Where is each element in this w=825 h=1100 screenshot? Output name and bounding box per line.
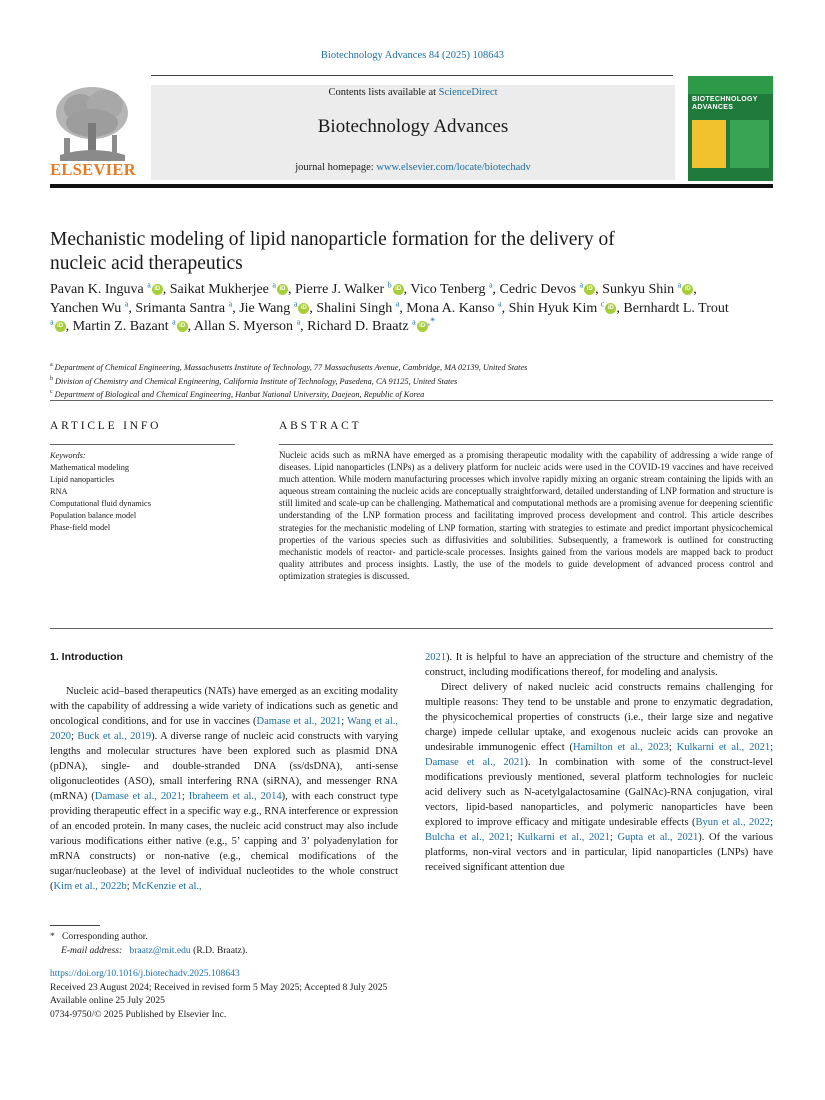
homepage-prefix: journal homepage: — [295, 162, 377, 173]
corresponding-author-mark[interactable]: ,* — [427, 316, 436, 328]
article-info-heading: ARTICLE INFO — [50, 420, 162, 432]
abstract-rule — [279, 444, 773, 445]
contents-prefix: Contents lists available at — [328, 87, 439, 98]
author-name[interactable]: Pavan K. Inguva — [50, 282, 144, 297]
email-label: E-mail address: — [61, 945, 123, 956]
author-affiliation-mark[interactable]: a — [293, 298, 298, 308]
author[interactable] — [50, 282, 163, 297]
author[interactable] — [194, 319, 300, 334]
author[interactable] — [73, 319, 188, 334]
cover-title: BIOTECHNOLOGY ADVANCES — [692, 96, 758, 111]
citation-link[interactable]: Kulkarni et al., 2021 — [517, 832, 610, 843]
keyword: Mathematical modeling — [50, 463, 130, 472]
issn-copyright: 0734-9750/© 2025 Published by Elsevier Inc. — [50, 1008, 227, 1020]
author[interactable] — [307, 316, 436, 334]
orcid-icon[interactable]: iD — [584, 284, 595, 295]
author-name[interactable]: Yanchen Wu — [50, 300, 122, 316]
abstract-text: Nucleic acids such as mRNA have emerged as a promising therapeutic modality with the capability of addressing a wide range of diseases. Lipid nanoparticles (LNPs) as a delivery platform for nucleic acids were used in the COVID-19 vaccines and have received much attention. While modern manufacturing processes which involve rapidly mixing an organic stream containing the lipids with an aqueous stream containing the nucleic acids are conceptually straightforward, detailed understanding of LNP formation and structure is still limited and scale-up can be challenging. Mathematical and computational methods are a promising avenue for deepening scientific understanding of the LNP formation process and facilitating improved process development and control. This article describes strategies for the mechanistic modeling of LNP formation, starting with strategies to estimate and predict important physicochemical properties of the various species such as diffusivities and solubilities. Subsequently, a framework is outlined for constructing mechanistic models of reactor- and particle-scale processes. Insights gained from the various models are mapped back to product quality attributes and process insights. Lastly, the use of the models to guide development of advanced process control and optimization strategies is discussed. — [279, 450, 773, 581]
author[interactable] — [508, 298, 617, 316]
affiliations — [50, 360, 770, 401]
author-affiliation-mark[interactable]: a — [124, 298, 129, 308]
journal-homepage-link[interactable]: www.elsevier.com/locate/biotechadv — [376, 162, 531, 173]
citation-link[interactable]: Byun et al., 2022 — [695, 817, 771, 828]
author-name[interactable]: Richard D. Braatz — [307, 319, 409, 334]
author[interactable] — [410, 282, 492, 297]
author-affiliation-mark[interactable]: a — [677, 280, 682, 290]
contents-available-line — [151, 87, 675, 98]
header-bottom-rule — [50, 184, 773, 188]
orcid-icon[interactable]: iD — [393, 284, 404, 295]
elsevier-wordmark: ELSEVIER — [50, 160, 136, 179]
author-affiliation-mark[interactable]: a — [50, 317, 54, 327]
orcid-icon[interactable]: iD — [277, 284, 288, 295]
citation-link[interactable]: Damase et al., 2021 — [425, 757, 525, 768]
citation-link[interactable]: Kulkarni et al., 2021 — [676, 742, 771, 753]
author-name[interactable]: Vico Tenberg — [410, 282, 486, 297]
author[interactable] — [50, 298, 129, 316]
citation-link[interactable]: McKenzie et al., — [132, 881, 202, 892]
author-affiliation-mark[interactable]: a — [498, 298, 502, 308]
keyword: RNA — [50, 487, 68, 496]
intro-paragraph-1-continued: 2021). It is helpful to have an appreciation of the structure and chemistry of the construct, including modifications thereof, for modeling and analysis. — [425, 652, 773, 678]
author[interactable] — [295, 282, 404, 297]
author-affiliation-mark[interactable]: a — [412, 317, 416, 327]
author[interactable] — [602, 282, 693, 297]
author[interactable] — [135, 298, 233, 316]
author-name[interactable]: Allan S. Myerson — [193, 319, 294, 334]
header-top-rule — [151, 75, 673, 76]
intro-paragraph-2: Direct delivery of naked nucleic acid constructs remains challenging for multiple reasons: They tend to be unstable and prone to enzymatic degradation, the physicochemical properties of constructs (i.e., their large size and negative charge) impede cellular uptake, and exogenous nucleic acids can provoke an undesirable immunogenic effect (Hamilton et al., 2023; Kulkarni et al., 2021; Damase et al., 2021). In combination with some of the construct-level modifications previously mentioned, several platform technologies for nucleic acid delivery such as N-acetylgalactosamine (GalNAc)-RNA conjugation, viral vectors, lipid-based nanoparticles, and polymeric nanoparticles have been explored to improve efficacy and mitigate undesirable effects (Byun et al., 2022; Bulcha et al., 2021; Kulkarni et al., 2021; Gupta et al., 2021). Of the various platforms, non-viral vectors and in particular, lipid nanoparticles (LNPs) have received significant attention due — [425, 682, 774, 873]
author[interactable] — [170, 282, 288, 297]
keyword: Phase-field model — [50, 523, 111, 532]
author-affiliation-mark[interactable]: a — [147, 280, 151, 290]
keyword: Lipid nanoparticles — [50, 475, 115, 484]
affiliation: $^a$ Department of Chemical Engineering, Massachusetts Institute of Technology, 77 Massachusetts Avenue, Cambridge, MA 02139, United States — [50, 362, 528, 372]
email-line — [50, 944, 550, 958]
author-affiliation-mark[interactable]: a — [296, 317, 301, 327]
citation-link[interactable]: Damase et al., 2021 — [256, 716, 342, 727]
author[interactable] — [239, 298, 309, 316]
orcid-icon[interactable]: iD — [605, 303, 616, 314]
author[interactable] — [406, 298, 502, 316]
section-title-introduction: 1. Introduction — [50, 651, 123, 663]
author-name[interactable]: Bernhardt L. Trout — [623, 300, 729, 316]
journal-homepage-line — [151, 162, 675, 173]
citation-link[interactable]: Hamilton et al., 2023 — [573, 742, 669, 753]
sciencedirect-link[interactable]: ScienceDirect — [438, 87, 498, 98]
author[interactable] — [316, 298, 400, 316]
cover-graphic — [692, 120, 726, 168]
author-name[interactable]: Jie Wang — [239, 300, 291, 316]
body-column-right — [425, 650, 773, 875]
author-name[interactable]: Mona A. Kanso — [406, 300, 495, 316]
author-name[interactable]: Saikat Mukherjee — [169, 282, 269, 297]
author-name[interactable]: Shin Hyuk Kim — [508, 300, 598, 316]
journal-citation[interactable]: Biotechnology Advances 84 (2025) 108643 — [320, 50, 505, 61]
orcid-icon[interactable]: iD — [152, 284, 163, 295]
author-affiliation-mark[interactable]: a — [272, 280, 276, 290]
author-affiliation-mark[interactable]: b — [387, 280, 392, 290]
corresponding-author-note — [50, 930, 550, 944]
cover-graphic-secondary — [730, 120, 769, 168]
cover-band — [688, 76, 773, 94]
author-affiliation-mark[interactable]: c — [600, 298, 605, 308]
keyword: Computational fluid dynamics — [50, 499, 151, 508]
citation-link[interactable]: Damase et al., 2021 — [94, 791, 182, 802]
journal-cover-thumbnail[interactable] — [688, 76, 773, 181]
orcid-icon[interactable]: iD — [298, 303, 309, 314]
footnote-rule — [50, 925, 100, 926]
affiliation-rule — [50, 400, 773, 401]
author-name[interactable]: Pierre J. Walker — [294, 282, 385, 297]
citation-link[interactable]: Gupta et al., 2021 — [617, 832, 699, 843]
received-dates: Received 23 August 2024; Received in revised form 5 May 2025; Accepted 8 July 2025 — [50, 981, 388, 993]
author-name[interactable]: Martin Z. Bazant — [72, 319, 169, 334]
citation-link[interactable]: 2021 — [425, 652, 446, 663]
author-affiliation-mark[interactable]: a — [579, 280, 584, 290]
abstract-bottom-rule — [50, 628, 773, 629]
corresponding-mark: * — [50, 931, 55, 942]
citation-link[interactable]: Kim et al., 2022b — [53, 881, 127, 892]
citation-link[interactable]: Bulcha et al., 2021 — [425, 832, 510, 843]
orcid-icon[interactable]: iD — [177, 321, 188, 332]
author-affiliation-mark[interactable]: a — [488, 280, 493, 290]
article-info-rule — [50, 444, 235, 445]
affiliation: $^c$ Department of Biological and Chemical Engineering, Hanbat National University, Daejeon, Republic of Korea — [50, 389, 425, 399]
article-title: Mechanistic modeling of lipid nanoparticle formation for the delivery of nucleic acid therapeutics — [50, 229, 615, 274]
citation-link[interactable]: Buck et al., 2019 — [77, 731, 152, 742]
keywords-label: Keywords: — [50, 451, 86, 460]
orcid-icon[interactable]: iD — [417, 321, 428, 332]
email-suffix: (R.D. Braatz). — [193, 945, 248, 956]
intro-paragraph-1: Nucleic acid–based therapeutics (NATs) have emerged as an exciting modality with the capability of addressing a wide variety of indications such as genetic and oncological conditions, and for use in vaccines (Damase et al., 2021; Wang et al., 2020; Buck et al., 2019). A diverse range of nucleic acid constructs with varying lengths and molecular structures have been explored such as plasmid DNA (pDNA), single- and double-stranded DNA (ss/dsDNA), anti-sense oligonucleotides (ASO), small interfering RNA (siRNA), and messenger RNA (mRNA) (Damase et al., 2021; Ibraheem et al., 2014), with each construct type providing therapeutic effect in a specific way e.g., RNA interference or expression of an encoded protein. In many cases, the nucleic acid construct may also include various modifications either native (e.g., 5’ capping and 3’ polyadenylation for mRNA constructs) or non-native (e.g., chemical modifications of the sugar/nucleobase) at the level of individual nucleotides to the whole construct (Kim et al., 2022b; McKenzie et al., — [50, 686, 399, 892]
author-name[interactable]: Sunkyu Shin — [602, 282, 675, 297]
author-name[interactable]: Cedric Devos — [499, 282, 577, 297]
keyword: Population balance model — [50, 511, 137, 520]
body-column-left — [50, 650, 398, 894]
author-list: Pavan K. Inguva $^a$ iD , Saikat Mukherjee $^a$ iD , Pierre J. Walker $^b$ iD , Vico Tenberg $^a$, Cedric Devos $^a$ iD , Sunkyu Shin $^a$ iD , Yanchen Wu $^a$, Srimanta Santra $^a$, Jie Wang $^a$ iD , Shalini Singh $^a$, Mona A. Kanso $^a$, Shin Hyuk Kim $^c$ iD , Bernhardt L. Trout $^a$ iD , Martin Z. Bazant $^a$ iD , Allan S. Myerson $^a$, Richard D. Braatz $^a$ iD ,* — [50, 280, 729, 334]
affiliation: $^b$ Division of Chemistry and Chemical Engineering, California Institute of Technology, Pasedena, CA 91125, United States — [50, 375, 458, 386]
author-affiliation-mark[interactable]: a — [228, 298, 233, 308]
keywords-block — [50, 450, 240, 534]
author-name[interactable]: Srimanta Santra — [135, 300, 226, 316]
author-affiliation-mark[interactable]: a — [395, 298, 400, 308]
corresponding-text: Corresponding author. — [62, 931, 148, 942]
citation-link[interactable]: Wang et al., 2020 — [50, 716, 398, 742]
orcid-icon[interactable]: iD — [55, 321, 66, 332]
orcid-icon[interactable]: iD — [682, 284, 693, 295]
journal-title: Biotechnology Advances — [317, 116, 509, 137]
keywords-list — [50, 462, 240, 534]
footnotes — [50, 930, 550, 958]
abstract-heading: ABSTRACT — [279, 420, 362, 432]
citation-link[interactable]: Ibraheem et al., 2014 — [188, 791, 282, 802]
email-link[interactable]: braatz@mit.edu — [129, 945, 191, 956]
author-name[interactable]: Shalini Singh — [316, 300, 393, 316]
author[interactable] — [500, 282, 596, 297]
available-online: Available online 25 July 2025 — [50, 995, 165, 1006]
doi-link[interactable]: https://doi.org/10.1016/j.biotechadv.2025.108643 — [50, 968, 240, 979]
author-affiliation-mark[interactable]: a — [172, 317, 176, 327]
publication-info — [50, 967, 650, 1021]
